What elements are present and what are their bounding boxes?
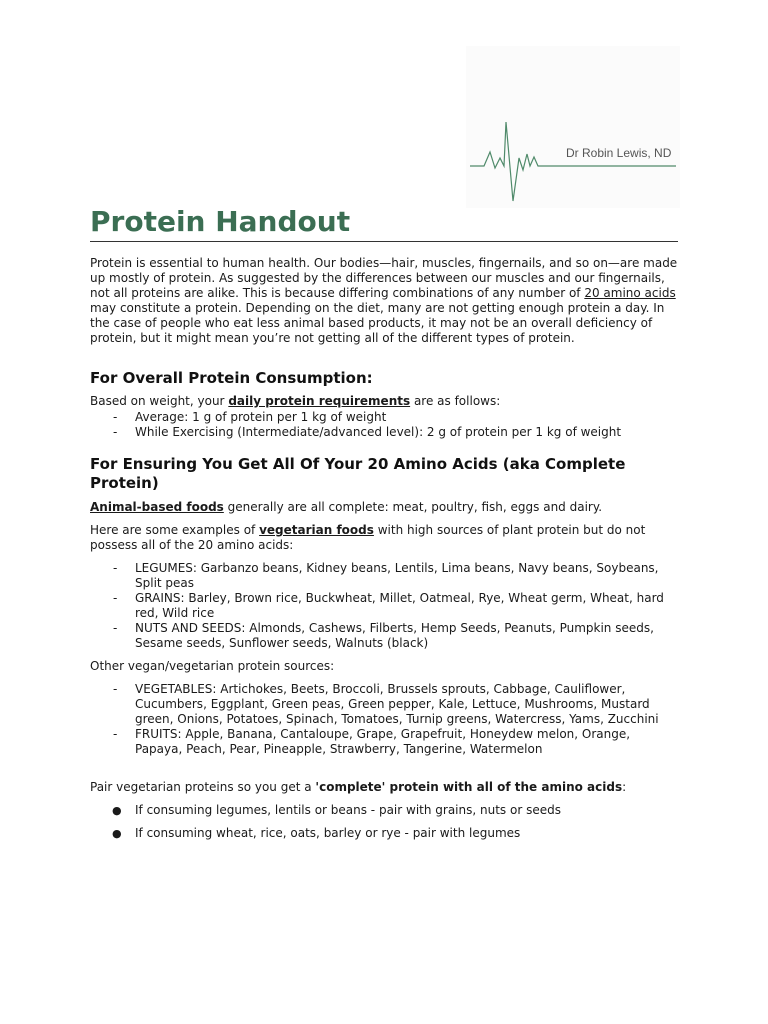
list-item-text: If consuming legumes, lentils or beans - pair with grains, nuts or seeds xyxy=(135,803,561,817)
list-item: - Average: 1 g of protein per 1 kg of weight xyxy=(113,410,387,424)
page-title: Protein Handout xyxy=(90,205,678,242)
logo xyxy=(466,46,680,208)
list-item-text: VEGETABLES: Artichokes, Beets, Broccoli, Brussels sprouts, Cabbage, Cauliflower, Cucumbers, Eggplant, Green peas, Green pepper, Kale, Lettuce, Mushrooms, Mustard green, Onions, Potatoes, Spinach, Tomatoes, Turnip greens, Watercress, Yams, Zucchini xyxy=(135,682,659,726)
logo-name: Dr Robin Lewis, ND xyxy=(566,146,672,160)
other-sources-lead: Other vegan/vegetarian protein sources: xyxy=(90,659,335,673)
vegetarian-list xyxy=(90,561,680,651)
section2-heading: For Ensuring You Get All Of Your 20 Amino Acids (aka Complete Protein) xyxy=(90,455,626,492)
list-item-text: While Exercising (Intermediate/advanced level): 2 g of protein per 1 kg of weight xyxy=(135,425,622,439)
list-item: ● If consuming wheat, rice, oats, barley or rye - pair with legumes xyxy=(112,826,521,840)
vegetarian-foods-link[interactable]: vegetarian foods xyxy=(259,523,374,537)
section1-heading: For Overall Protein Consumption: xyxy=(90,369,373,387)
section1-lead-text: Based on weight, your xyxy=(90,394,229,408)
heartbeat-line-icon xyxy=(466,46,680,208)
list-item: - NUTS AND SEEDS: Almonds, Cashews, Filberts, Hemp Seeds, Peanuts, Pumpkin seeds, Sesame seeds, Sunflower seeds, Walnuts (black) xyxy=(113,621,654,650)
pairing-list xyxy=(90,803,680,841)
animal-foods-text: generally are all complete: meat, poultry, fish, eggs and dairy. xyxy=(223,500,603,514)
list-item: ● If consuming legumes, lentils or beans - pair with grains, nuts or seeds xyxy=(112,803,561,817)
pairing-bold: 'complete' protein with all of the amino acids xyxy=(315,780,623,794)
list-item-text: NUTS AND SEEDS: Almonds, Cashews, Filberts, Hemp Seeds, Peanuts, Pumpkin seeds, Sesame seeds, Sunflower seeds, Walnuts (black) xyxy=(135,621,654,650)
list-item-text: LEGUMES: Garbanzo beans, Kidney beans, Lentils, Lima beans, Navy beans, Soybeans, Split peas xyxy=(135,561,659,590)
other-sources-list xyxy=(90,682,680,757)
intro-text-2: may constitute a protein. Depending on the diet, many are not getting enough protein a day. In the case of people who eat less animal based products, it may not be an overall deficiency of protein, but it might mean you’re not getting all of the different types of protein. xyxy=(90,301,665,345)
daily-requirements-link[interactable]: daily protein requirements xyxy=(228,394,411,408)
list-item-text: If consuming wheat, rice, oats, barley or rye - pair with legumes xyxy=(135,826,521,840)
list-item-text: GRAINS: Barley, Brown rice, Buckwheat, Millet, Oatmeal, Rye, Wheat germ, Wheat, hard red, Wild rice xyxy=(135,591,664,620)
amino-acids-link[interactable]: 20 amino acids xyxy=(584,286,676,300)
requirements-list xyxy=(90,410,680,440)
pairing-text-1: Pair vegetarian proteins so you get a xyxy=(90,780,316,794)
vegetarian-foods-paragraph xyxy=(90,523,680,553)
intro-paragraph xyxy=(90,256,680,346)
pairing-text-2: : xyxy=(622,780,627,794)
list-item: - While Exercising (Intermediate/advanced level): 2 g of protein per 1 kg of weight xyxy=(113,425,622,439)
animal-foods-link[interactable]: Animal-based foods xyxy=(90,500,224,514)
list-item-text: Average: 1 g of protein per 1 kg of weight xyxy=(135,410,387,424)
veg-text-1: Here are some examples of xyxy=(90,523,260,537)
list-item: - LEGUMES: Garbanzo beans, Kidney beans, Lentils, Lima beans, Navy beans, Soybeans, Split peas xyxy=(113,561,659,590)
section1-lead-tail: are as follows: xyxy=(410,394,501,408)
list-item: - VEGETABLES: Artichokes, Beets, Broccoli, Brussels sprouts, Cabbage, Cauliflower, Cucumbers, Eggplant, Green peas, Green pepper, Kale, Lettuce, Mushrooms, Mustard green, Onions, Potatoes, Spinach, Tomatoes, Turnip greens, Watercress, Yams, Zucchini xyxy=(113,682,659,726)
section1-lead xyxy=(90,394,680,409)
animal-foods-paragraph xyxy=(90,500,680,515)
veg-text-2: with high sources of plant protein but do not possess all of the 20 amino acids: xyxy=(90,523,646,552)
pairing-lead xyxy=(90,780,680,795)
list-item: - GRAINS: Barley, Brown rice, Buckwheat, Millet, Oatmeal, Rye, Wheat germ, Wheat, hard red, Wild rice xyxy=(113,591,664,620)
intro-text-1: Protein is essential to human health. Our bodies—hair, muscles, fingernails, and so on—are made up mostly of protein. As suggested by the differences between our muscles and our fingernails, not all proteins are alike. This is because differing combinations of any number of xyxy=(90,256,678,300)
list-item: - FRUITS: Apple, Banana, Cantaloupe, Grape, Grapefruit, Honeydew melon, Orange, Papaya, Peach, Pear, Pineapple, Strawberry, Tangerine, Watermelon xyxy=(113,727,631,756)
list-item-text: FRUITS: Apple, Banana, Cantaloupe, Grape, Grapefruit, Honeydew melon, Orange, Papaya, Peach, Pear, Pineapple, Strawberry, Tangerine, Watermelon xyxy=(135,727,631,756)
